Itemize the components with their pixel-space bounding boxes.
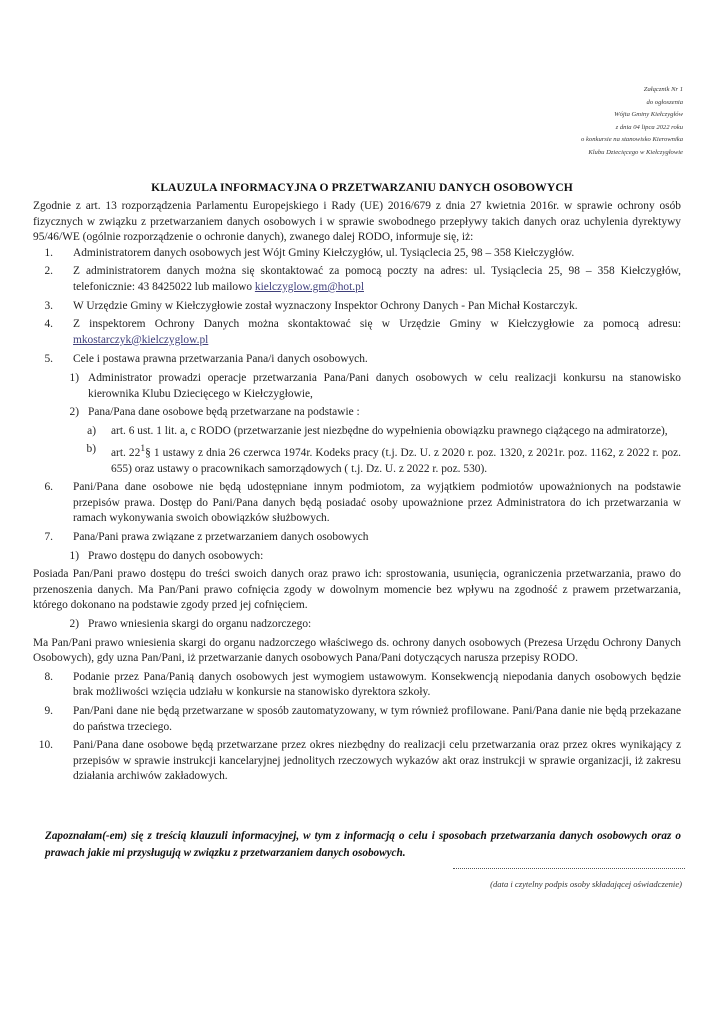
- item-number: 8.: [44, 670, 53, 683]
- annex-note: [443, 84, 683, 160]
- item-number: 1.: [44, 246, 53, 259]
- sub-sub-list-item: [86, 442, 681, 477]
- item-number: 2): [69, 618, 79, 631]
- item-number: 7.: [44, 531, 53, 544]
- item-text: Podanie przez Pana/Panią danych osobowych jest wymogiem ustawowym. Konsekwencją niepodania danych osobowych będzie brak możliwości wzięcia udziału w konkursie na stanowisko dyrektora szkoły.: [73, 670, 681, 699]
- list-item: [33, 530, 681, 546]
- item-text: Pan/Pani dane nie będą przetwarzane w sposób zautomatyzowany, w tym również profilowane. Pani/Pana danie nie będą przekazane do państwa trzeciego.: [73, 705, 681, 733]
- item-text: [73, 317, 681, 348]
- document-body: [33, 199, 681, 785]
- item-number: 10.: [38, 739, 53, 752]
- sub-sub-list-item: [86, 424, 681, 440]
- item-text: Pani/Pana dane osobowe nie będą udostępniane innym podmiotom, za wyjątkiem podmiotów upoważnionych na podstawie przepisów prawa. Dostęp do Pani/Pana danych będą posiadać osoby upoważnione przez Administratora do ich przetwarzania w ramach wykonywania swoich obowiązków służbowych.: [73, 481, 681, 525]
- intro-paragraph: Zgodnie z art. 13 rozporządzenia Parlamentu Europejskiego i Rady (UE) 2016/679 z dnia 27 kwietnia 2016r. w sprawie ochrony osób fizycznych w związku z przetwarzaniem danych osobowych i w sprawie swobodnego przepływy takich danych oraz uchylenia dyrektywy 95/46/WE (ogólnie rozporządzenie o ochronie danych), zwanego dalej RODO, informuje się, iż:: [33, 200, 681, 244]
- item-number: a): [87, 424, 96, 437]
- item-number: 3.: [44, 299, 53, 312]
- item-number: 2): [69, 406, 79, 419]
- item-number: 4.: [44, 318, 53, 331]
- item-text: Administrator prowadzi operacje przetwarzania Pana/Pani danych osobowych w celu realizacji konkursu na stanowisko kierownika Klubu Dziecięcego w Kiełczygłowie,: [88, 371, 681, 400]
- inspector-email-link[interactable]: mkostarczyk@kielczyglow.pl: [73, 333, 209, 346]
- sub-list-item: [67, 371, 681, 402]
- admin-email-link[interactable]: kielczyglow.gm@hot.pl: [254, 280, 364, 293]
- annex-line: z dnia 04 lipca 2022 roku: [615, 123, 683, 131]
- item-text: Administratorem danych osobowych jest Wójt Gminy Kiełczygłów, ul. Tysiąclecia 25, 98 – 358 Kiełczygłów.: [73, 246, 575, 259]
- item-number: b): [86, 443, 96, 456]
- item-number: 5.: [44, 353, 53, 366]
- item-text: art. 6 ust. 1 lit. a, c RODO (przetwarzanie jest niezbędne do wypełnienia obowiązku prawnego ciążącego na admiratorze),: [111, 424, 668, 437]
- item-text-content: Z administratorem danych można się skontaktować za pomocą poczty na adres: ul. Tysiąclecia 25, 98 – 358 Kiełczygłów, telefonicznie: 43 8425022 lub mailowo: [73, 265, 681, 293]
- item-text: Prawo dostępu do danych osobowych:: [88, 549, 264, 562]
- item-text-content: § 1 ustawy z dnia 26 czerwca 1974r. Kodeks pracy (t.j. Dz. U. z 2020 r. poz. 1320, z 2021r. poz. 1162, z 2022 r. poz. 655) oraz ustawy o pracownikach samorządowych ( t.j. Dz. U. z 2022 r. poz. 530).: [111, 447, 681, 475]
- list-item: [33, 704, 681, 735]
- sub-list-item: [67, 405, 681, 421]
- list-item: [33, 738, 681, 785]
- list-item: [33, 317, 681, 348]
- sub-list-item: [67, 617, 681, 633]
- signature-caption: (data i czytelny podpis osoby składającej oświadczenie): [490, 879, 682, 889]
- superscript: 1: [140, 444, 146, 455]
- list-item: [33, 299, 681, 315]
- item-text-content: Z inspektorem Ochrony Danych można skontaktować się w Urzędzie Gminy w Kiełczygłowie za pomocą adresu:: [73, 318, 681, 331]
- item-text-content: art. 22: [111, 447, 141, 460]
- list-item: [33, 480, 681, 527]
- consent-statement: Zapoznałam(-em) się z treścią klauzuli informacyjnej, w tym z informacją o celu i sposobach przetwarzania danych osobowych oraz o prawach jakie mi przysługują w związku z przetwarzaniem danych osobowych.: [45, 830, 681, 860]
- item-text: Cele i postawa prawna przetwarzania Pana/i danych osobowych.: [73, 353, 368, 366]
- item-text: W Urzędzie Gminy w Kiełczygłowie został wyznaczony Inspektor Ochrony Danych - Pan Michał Kostarczyk.: [73, 299, 578, 312]
- annex-line: o konkursie na stanowisko Kierownika: [581, 136, 683, 144]
- list-item: [33, 246, 681, 262]
- item-text: Pana/Pana dane osobowe będą przetwarzane na podstawie :: [88, 406, 360, 419]
- rights-access-paragraph: Posiada Pan/Pani prawo dostępu do treści swoich danych oraz prawo ich: sprostowania, usunięcia, ograniczenia przetwarzania, prawo do przenoszenia danych. Ma Pan/Pani prawo cofnięcia zgody w dowolnym momencie bez wpływu na zgodność z prawem przetwarzania, którego dokonano na podstawie zgody przed jej cofnięciem.: [33, 568, 681, 612]
- item-text: Pana/Pani prawa związane z przetwarzaniem danych osobowych: [73, 531, 369, 544]
- document-title: KLAUZULA INFORMACYJNA O PRZETWARZANIU DANYCH OSOBOWYCH: [151, 181, 573, 194]
- item-text: Pani/Pana dane osobowe będą przetwarzane przez okres niezbędny do realizacji celu przetwarzania oraz przez okres wynikający z przepisów w sprawie instrukcji kancelaryjnej jednolitych rzeczowych wykazów akt oraz instrukcji w sprawie organizacji, iż zakresu działania archiwów zakładowych.: [73, 739, 681, 783]
- item-number: 1): [69, 371, 79, 384]
- item-text: [111, 442, 681, 477]
- list-item: [33, 670, 681, 701]
- signature-line: [453, 868, 685, 869]
- item-number: 6.: [44, 481, 53, 494]
- sub-list-item: [67, 549, 681, 565]
- annex-line: Wójta Gminy Kiełczygłów: [614, 111, 683, 119]
- item-text: Prawo wniesienia skargi do organu nadzorczego:: [88, 618, 312, 631]
- annex-line: do ogłoszenia: [646, 98, 683, 106]
- list-item: [33, 264, 681, 295]
- annex-line: Załącznik Nr 1: [643, 86, 683, 93]
- item-number: 9.: [44, 705, 53, 718]
- list-item: [33, 352, 681, 368]
- rights-complaint-paragraph: Ma Pan/Pani prawo wniesienia skargi do organu nadzorczego właściwego ds. ochrony danych osobowych (Prezesa Urzędu Ochrony Danych Osobowych), gdy uzna Pan/Pani, iż przetwarzanie danych osobowych Pana/Pani dotyczących narusza przepisy RODO.: [33, 636, 681, 665]
- item-number: 2.: [44, 265, 53, 278]
- item-number: 1): [69, 549, 79, 562]
- item-text: [73, 264, 681, 295]
- annex-line: Klubu Dziecięcego w Kiełczygłowie: [588, 148, 683, 156]
